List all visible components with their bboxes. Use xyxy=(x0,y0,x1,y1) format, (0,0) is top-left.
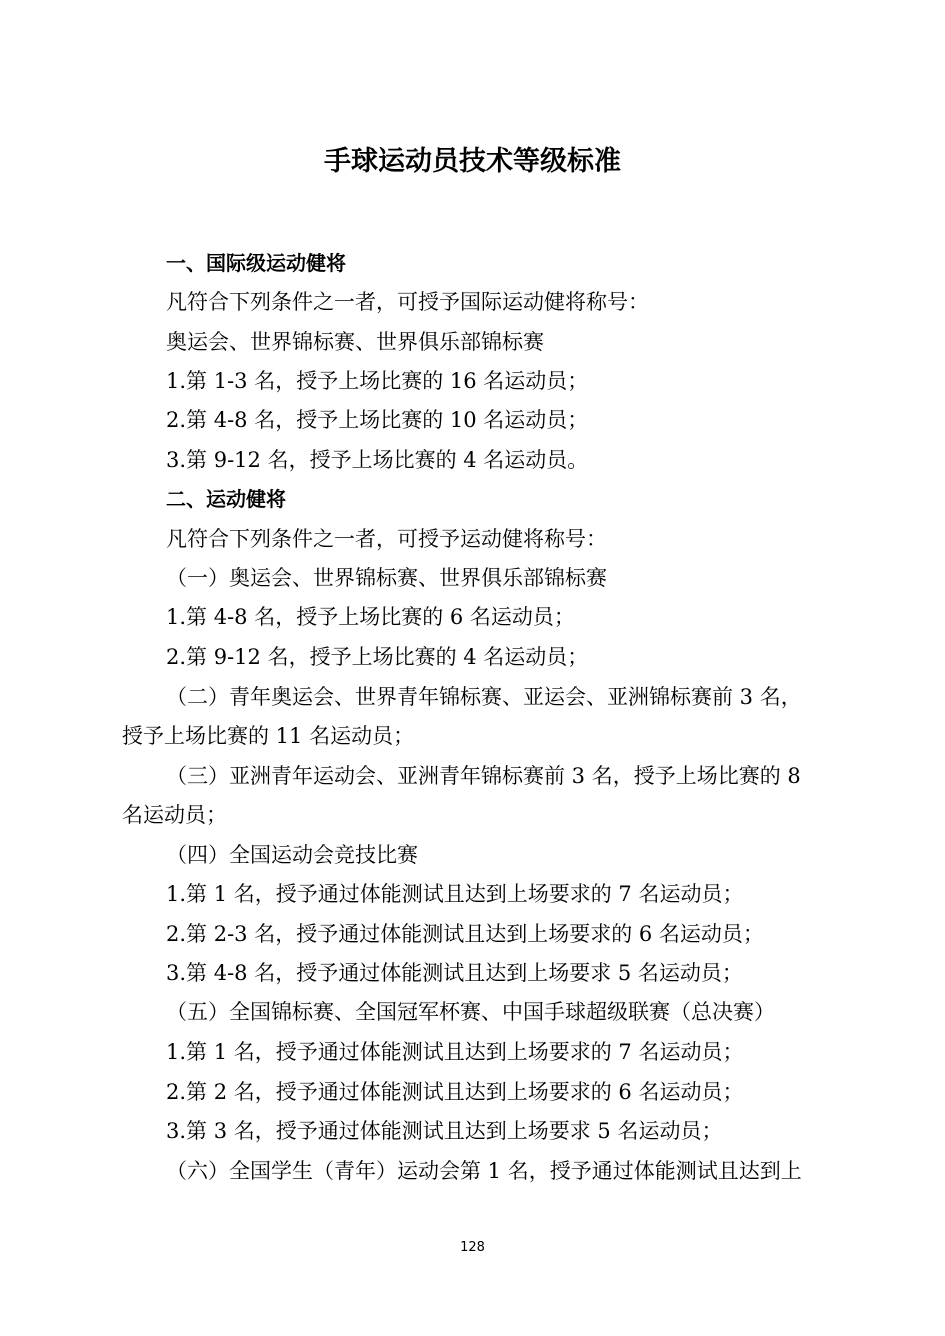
document-title: 手球运动员技术等级标准 xyxy=(324,146,621,177)
page-number: 128 xyxy=(460,1240,485,1255)
paragraph-line: 名运动员； xyxy=(122,803,227,827)
paragraph-line: （三）亚洲青年运动会、亚洲青年锦标赛前 3 名，授予上场比赛的 8 xyxy=(166,764,801,788)
paragraph-line: （二）青年奥运会、世界青年锦标赛、亚运会、亚洲锦标赛前 3 名， xyxy=(166,685,802,709)
paragraph-line: （六）全国学生（青年）运动会第 1 名，授予通过体能测试且达到上 xyxy=(166,1159,802,1183)
list-item: 2.第 2-3 名，授予通过体能测试且达到上场要求的 6 名运动员； xyxy=(166,922,764,946)
subsection-heading: （五）全国锦标赛、全国冠军杯赛、中国手球超级联赛（总决赛） xyxy=(166,1000,775,1024)
paragraph-line: 授予上场比赛的 11 名运动员； xyxy=(122,724,415,748)
subsection-heading: （一）奥运会、世界锦标赛、世界俱乐部锦标赛 xyxy=(166,566,607,590)
list-item: 1.第 4-8 名，授予上场比赛的 6 名运动员； xyxy=(166,605,575,629)
list-item: 2.第 9-12 名，授予上场比赛的 4 名运动员； xyxy=(166,645,589,669)
list-item: 3.第 4-8 名，授予通过体能测试且达到上场要求 5 名运动员； xyxy=(166,961,743,985)
paragraph-line: 凡符合下列条件之一者，可授予国际运动健将称号： xyxy=(166,290,649,314)
list-item: 1.第 1-3 名，授予上场比赛的 16 名运动员； xyxy=(166,369,589,393)
list-item: 2.第 2 名，授予通过体能测试且达到上场要求的 6 名运动员； xyxy=(166,1080,744,1104)
section-heading-master: 二、运动健将 xyxy=(166,487,286,511)
paragraph-line: 凡符合下列条件之一者，可授予运动健将称号： xyxy=(166,527,607,551)
list-item: 3.第 9-12 名，授予上场比赛的 4 名运动员。 xyxy=(166,448,589,472)
list-item: 3.第 3 名，授予通过体能测试且达到上场要求 5 名运动员； xyxy=(166,1119,723,1143)
section-heading-international-master: 一、国际级运动健将 xyxy=(166,251,346,275)
paragraph-line: 奥运会、世界锦标赛、世界俱乐部锦标赛 xyxy=(166,330,544,354)
subsection-heading: （四）全国运动会竞技比赛 xyxy=(166,843,418,867)
list-item: 1.第 1 名，授予通过体能测试且达到上场要求的 7 名运动员； xyxy=(166,882,744,906)
list-item: 2.第 4-8 名，授予上场比赛的 10 名运动员； xyxy=(166,408,589,432)
list-item: 1.第 1 名，授予通过体能测试且达到上场要求的 7 名运动员； xyxy=(166,1040,744,1064)
